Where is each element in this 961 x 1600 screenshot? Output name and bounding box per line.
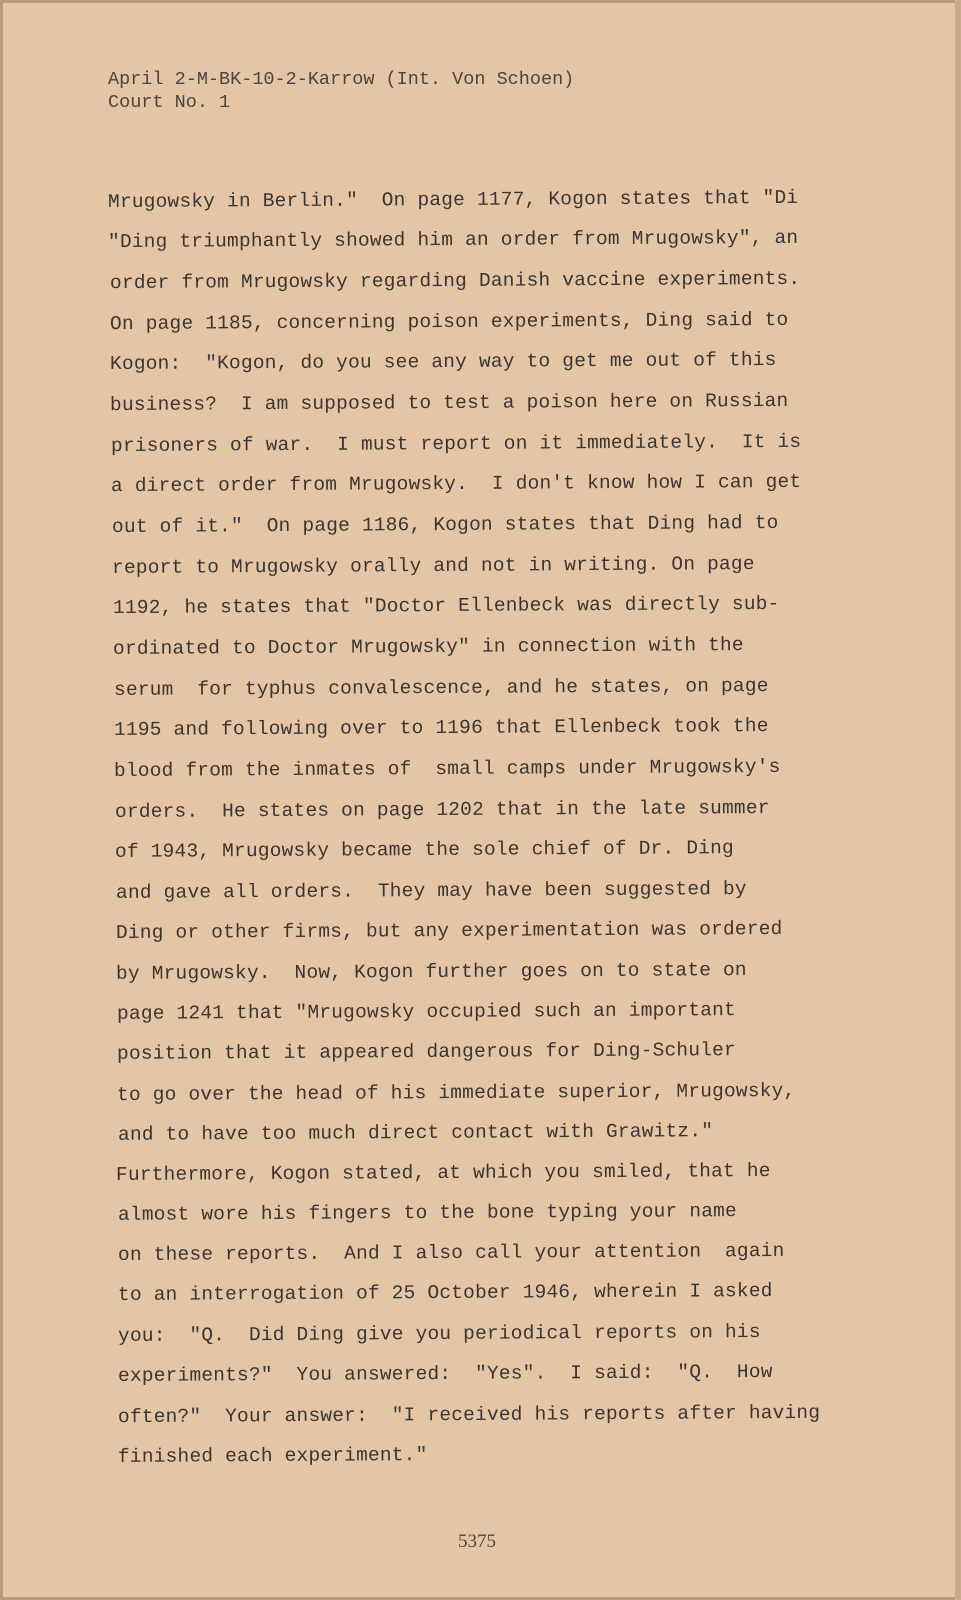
text-line: experiments?" You answered: "Yes". I said: "Q. How <box>117 1361 773 1387</box>
text-line: out of it." On page 1186, Kogon states that Ding had to <box>111 511 779 539</box>
text-line: On page 1185, concerning poison experiments, Ding said to <box>109 308 789 336</box>
text-line: a direct order from Mrugowsky. I don't know how I can get <box>110 470 802 498</box>
text-line: order from Mrugowsky regarding Danish vaccine experiments. <box>109 267 801 295</box>
page-number: 5375 <box>458 1531 496 1552</box>
text-line: page 1241 that "Mrugowsky occupied such an important <box>116 999 736 1025</box>
text-line: and to have too much direct contact with Grawitz." <box>117 1120 714 1146</box>
text-line: Ding or other firms, but any experimentation was ordered <box>115 917 783 945</box>
text-line: "Ding triumphantly showed him an order from Mrugowsky", an <box>107 226 799 254</box>
text-line: you: "Q. Did Ding give you periodical reports on his <box>117 1321 761 1347</box>
text-line: 1195 and following over to 1196 that Ellenbeck took the <box>113 715 769 741</box>
text-line: business? I am supposed to test a poison here on Russian <box>109 389 789 417</box>
document-header <box>108 68 574 114</box>
text-line: prisoners of war. I must report on it immediately. It is <box>110 430 802 458</box>
header-line-case-reference: April 2-M-BK-10-2-Karrow (Int. Von Schoen) <box>108 69 575 90</box>
text-line: and gave all orders. They may have been suggested by <box>115 878 747 904</box>
text-line: orders. He states on page 1202 that in the late summer <box>114 797 770 823</box>
text-line: ordinated to Doctor Mrugowsky" in connection with the <box>112 634 744 660</box>
text-line: of 1943, Mrugowsky became the sole chief of Dr. Ding <box>114 837 734 863</box>
text-line: by Mrugowsky. Now, Kogon further goes on to state on <box>115 959 747 985</box>
text-line: position that it appeared dangerous for Ding-Schuler <box>116 1039 736 1065</box>
text-line: 1192, he states that "Doctor Ellenbeck was directly sub- <box>112 592 780 620</box>
text-line: to an interrogation of 25 October 1946, wherein I asked <box>117 1280 773 1306</box>
header-line-court: Court No. 1 <box>108 92 231 113</box>
text-line: serum for typhus convalescence, and he states, on page <box>113 675 769 701</box>
text-line: finished each experiment." <box>117 1444 428 1468</box>
text-line: almost wore his fingers to the bone typing your name <box>117 1200 737 1226</box>
text-line: Kogon: "Kogon, do you see any way to get me out of this <box>109 348 777 376</box>
text-line: report to Mrugowsky orally and not in writing. On page <box>111 553 755 579</box>
text-line: often?" Your answer: "I received his reports after having <box>117 1401 821 1429</box>
text-line: Mrugowsky in Berlin." On page 1177, Kogon states that "Di <box>107 186 799 214</box>
page-edge-shadow <box>955 0 961 1600</box>
text-line: on these reports. And I also call your attention again <box>117 1239 785 1267</box>
text-line: blood from the inmates of small camps under Mrugowsky's <box>113 755 781 783</box>
text-line: to go over the head of his immediate superior, Mrugowsky, <box>116 1079 796 1107</box>
text-line: Furthermore, Kogon stated, at which you smiled, that he <box>115 1160 771 1186</box>
